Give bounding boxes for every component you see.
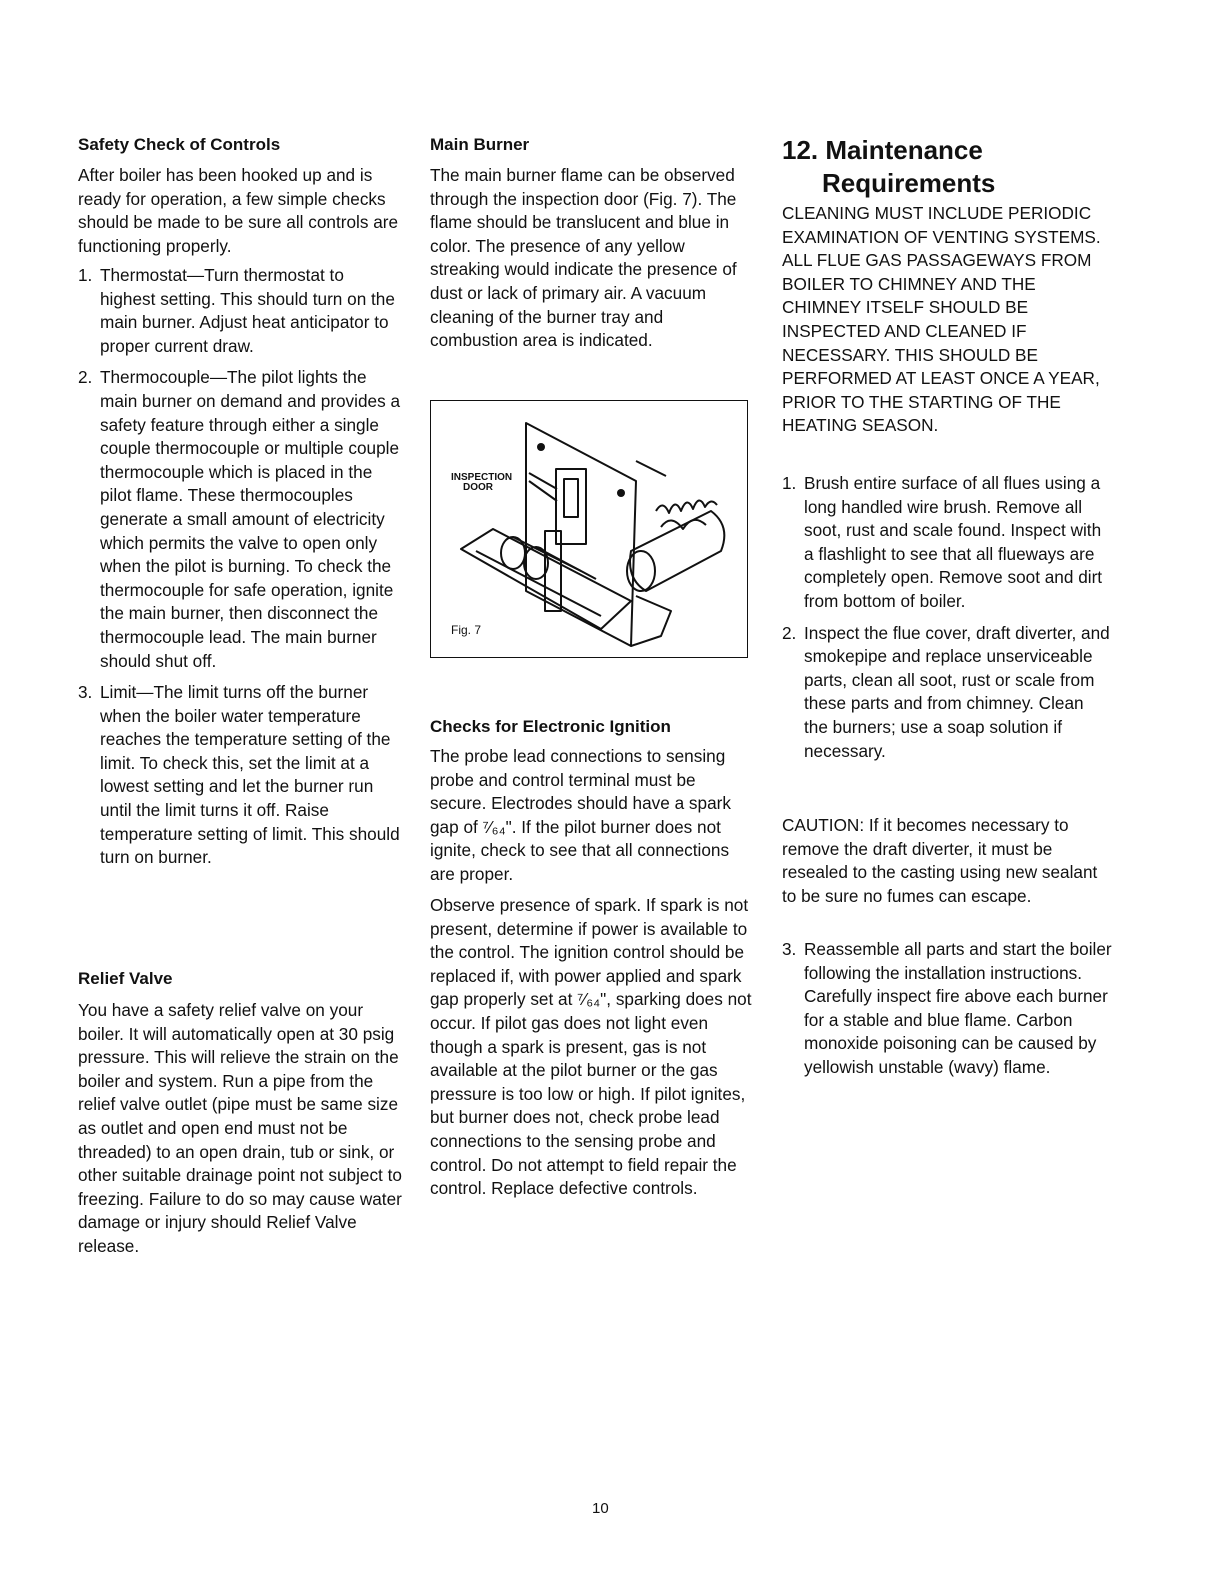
figure-caption: Fig. 7 — [451, 623, 482, 637]
relief-valve-heading: Relief Valve — [78, 969, 173, 988]
maintenance-list-a — [782, 472, 1112, 771]
burner-diagram — [431, 401, 747, 657]
main-burner-text: The main burner flame can be observed through the inspection door (Fig. 7). The flame should be translucent and blue in color. The presence of any yellow streaking would indicate the presence of dust or lack of primary air. A vacuum cleaning of the burner tray and combustion area is indicated. — [430, 165, 737, 351]
safety-check-heading: Safety Check of Controls — [78, 135, 281, 154]
relief-valve-text: You have a safety relief valve on your boiler. It will automatically open at 30 psig pressure. This will relieve the strain on the boiler and system. Run a pipe from the relief valve outlet (pipe must be same size as outlet and open end must not be threaded) to an open drain, tub or sink, or other suitable drainage point not subject to freezing. Failure to do so may cause water damage or injury should Relief Valve release. — [78, 1000, 402, 1256]
safety-check-intro: After boiler has been hooked up and is ready for operation, a few simple checks should be made to be sure all controls are functioning properly. — [78, 165, 399, 256]
main-burner-heading: Main Burner — [430, 135, 530, 154]
list-item: 1. Brush entire surface of all flues using a long handled wire brush. Remove all soot, rust and scale found. Inspect with a flashlight to see that all flueways are completely open. Remove soot and dirt from bottom of boiler. — [782, 473, 1103, 611]
list-item: 3. Limit—The limit turns off the burner when the boiler water temperature reaches the temperature setting of the limit. To check this, set the limit at a lowest setting and let the burner run until the limit turns it off. Raise temperature setting of limit. This should turn on burner. — [78, 682, 400, 868]
cleaning-notice: CLEANING MUST INCLUDE PERIODIC EXAMINATION OF VENTING SYSTEMS. ALL FLUE GAS PASSAGEWAYS FROM BOILER TO CHIMNEY AND THE CHIMNEY ITSELF SHOULD BE INSPECTED AND CLEANED IF NECESSARY. THIS SHOULD BE PERFORMED AT LEAST ONCE A YEAR, PRIOR TO THE STARTING OF THE HEATING SEASON. — [782, 203, 1101, 436]
safety-check-list — [78, 264, 404, 878]
electronic-ignition-text-2: Observe presence of spark. If spark is not present, determine if power is available to the control. The ignition control should be replaced if, with power applied and spark gap properly set at ⁷⁄₆₄", sparking does not occur. If pilot gas does not light even though a spark is present, gas is not available at the pilot burner or the gas pressure is too low or high. If pilot ignites, but burner does not, check probe lead connections to the sensing probe and control. Do not attempt to field repair the control. Replace defective controls. — [430, 895, 752, 1199]
list-item: 2. Inspect the flue cover, draft diverter, and smokepipe and replace unserviceable parts, clean all soot, rust or scale from these parts and from chimney. Clean the burners; use a soap solution if necessary. — [782, 622, 1110, 761]
electronic-ignition-text-1: The probe lead connections to sensing probe and control terminal must be secure. Electrodes should have a spark gap of ⁷⁄₆₄". If the pilot burner does not ignite, check to see that all connections are proper. — [430, 746, 731, 884]
maintenance-list-b — [782, 938, 1112, 1088]
electronic-ignition-heading: Checks for Electronic Ignition — [430, 717, 671, 736]
caution-text: CAUTION: If it becomes necessary to remove the draft diverter, it must be resealed to the casting using new sealant to be sure no fumes can escape. — [782, 815, 1098, 906]
page-number: 10 — [592, 1500, 609, 1517]
list-item: 2. Thermocouple—The pilot lights the main burner on demand and provides a safety feature through either a single couple thermocouple or multiple couple thermocouple which is placed in the pilot flame. These thermocouples generate a small amount of electricity which permits the valve to open only when the pilot is burning. To check the thermocouple for safe operation, ignite the main burner, then disconnect the thermocouple lead. The main burner should shut off. — [78, 367, 401, 671]
inspection-door-label: INSPECTION DOOR — [451, 472, 513, 493]
list-item: 1. Thermostat—Turn thermostat to highest setting. This should turn on the main burner. Adjust heat anticipator to proper current draw. — [78, 265, 395, 356]
section-title: 12. Maintenance Requirements — [782, 135, 996, 198]
figure-7 — [430, 400, 748, 658]
list-item: 3. Reassemble all parts and start the boiler following the installation instructions. Carefully inspect fire above each burner for a stable and blue flame. Carbon monoxide poisoning can be caused by yellowish unstable (wavy) flame. — [782, 939, 1112, 1077]
